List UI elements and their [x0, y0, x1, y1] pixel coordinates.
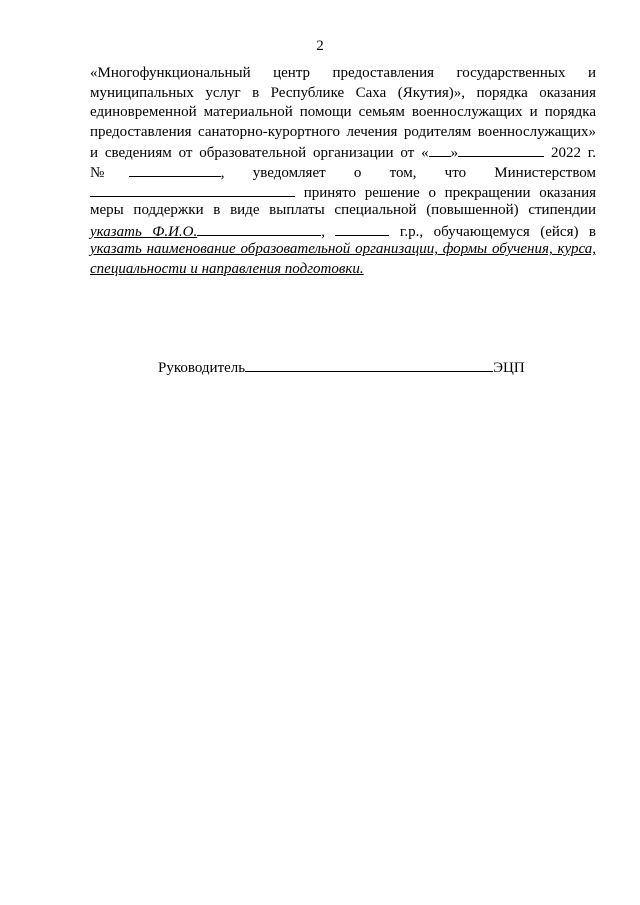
- notice-paragraph: [90, 64, 596, 280]
- student-text: г.р., обучающемуся (ейся) в: [399, 223, 597, 240]
- text-line-5: [90, 142, 596, 162]
- fio-blank: [197, 221, 321, 236]
- page-number: 2: [316, 38, 324, 54]
- signature-label: Руководитель: [158, 360, 246, 376]
- text-line-10: указать наименование образовательной организации, формы обучения, курса,: [90, 241, 596, 258]
- text-line-3: единовременной материальной помощи семьям военнослужащих и порядка: [90, 104, 596, 121]
- signature-suffix: ЭЦП: [493, 360, 525, 376]
- decision-text: принято решение о прекращении оказания: [303, 184, 597, 201]
- text-line-7: [90, 182, 596, 202]
- day-blank: [429, 142, 451, 157]
- text-line-2: муниципальных услуг в Республике Саха (Якутия)», порядка оказания: [90, 84, 596, 101]
- ministry-blank: [90, 182, 295, 197]
- text-line-1: «Многофункциональный центр предоставления государственных и: [90, 65, 596, 81]
- text-line-4: предоставления санаторно-курортного лечения родителям военнослужащих»: [90, 123, 596, 140]
- fio-placeholder: указать Ф.И.О.: [90, 223, 198, 240]
- year-text: 2022 г.: [550, 145, 597, 162]
- signature-blank: [245, 357, 493, 372]
- text-line-9: [90, 221, 596, 241]
- comma-text: ,: [321, 223, 325, 240]
- notify-text: , уведомляет о том, что Министерством: [220, 164, 597, 181]
- text-line-8: меры поддержки в виде выплаты специальной (повышенной) стипендии: [90, 202, 596, 219]
- signature-line: [158, 357, 525, 377]
- number-blank: [129, 162, 221, 177]
- text-line-11: специальности и направления подготовки.: [90, 260, 364, 277]
- text-line-6: [90, 162, 596, 182]
- date-quote-text: »: [450, 145, 459, 162]
- birth-year-blank: [335, 221, 389, 236]
- date-prefix-text: и сведениям от образовательной организации от «: [90, 145, 429, 162]
- number-sign: №: [90, 164, 129, 181]
- month-blank: [458, 142, 544, 157]
